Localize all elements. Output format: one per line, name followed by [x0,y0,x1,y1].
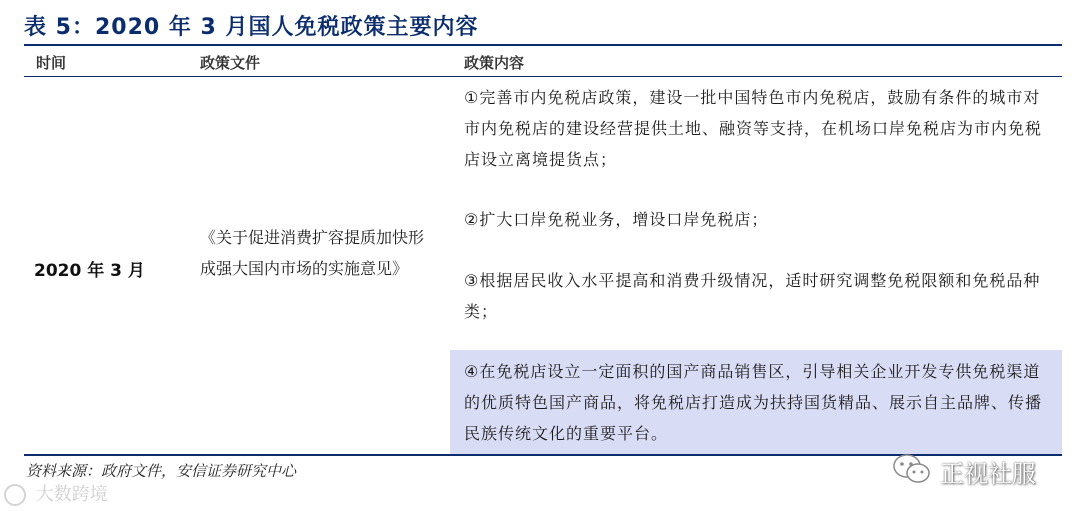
header-content: 政策内容 [464,54,525,72]
cell-time: 2020 年 3 月 [34,261,145,281]
policy-item-3: ③根据居民收入水平提高和消费升级情况，适时研究调整免税限额和免税品种类； [464,271,1041,321]
watermark-left [4,480,108,506]
table-header [24,46,1062,76]
wechat-icon [892,452,932,490]
cell-doc: 《关于促进消费扩容提质加快形成强大国内市场的实施意见》 [200,228,425,278]
header-rule [24,76,1062,77]
watermark-right-label: 正视社服 [940,459,1036,488]
table-title: 表 5：2020 年 3 月国人免税政策主要内容 [24,15,479,40]
source-note: 资料来源：政府文件，安信证券研究中心 [26,462,297,480]
watermark-left-label: 大数跨境 [35,484,108,505]
header-time: 时间 [36,54,67,72]
policy-item-4: ④在免税店设立一定面积的国产商品销售区，引导相关企业开发专供免税渠道的优质特色国产商品，将免税店打造成为扶持国货精品、展示自主品牌、传播民族传统文化的重要平台。 [464,362,1043,443]
policy-item-1: ①完善市内免税店政策，建设一批中国特色市内免税店，鼓励有条件的城市对市内免税店的建设经营提供土地、融资等支持，在机场口岸免税店为市内免税店设立离境提货点； [464,88,1043,169]
header-doc: 政策文件 [200,54,261,72]
policy-item-2: ②扩大口岸免税业务，增设口岸免税店； [464,210,769,229]
watermark-right [892,452,1036,490]
logo-icon [4,484,26,506]
